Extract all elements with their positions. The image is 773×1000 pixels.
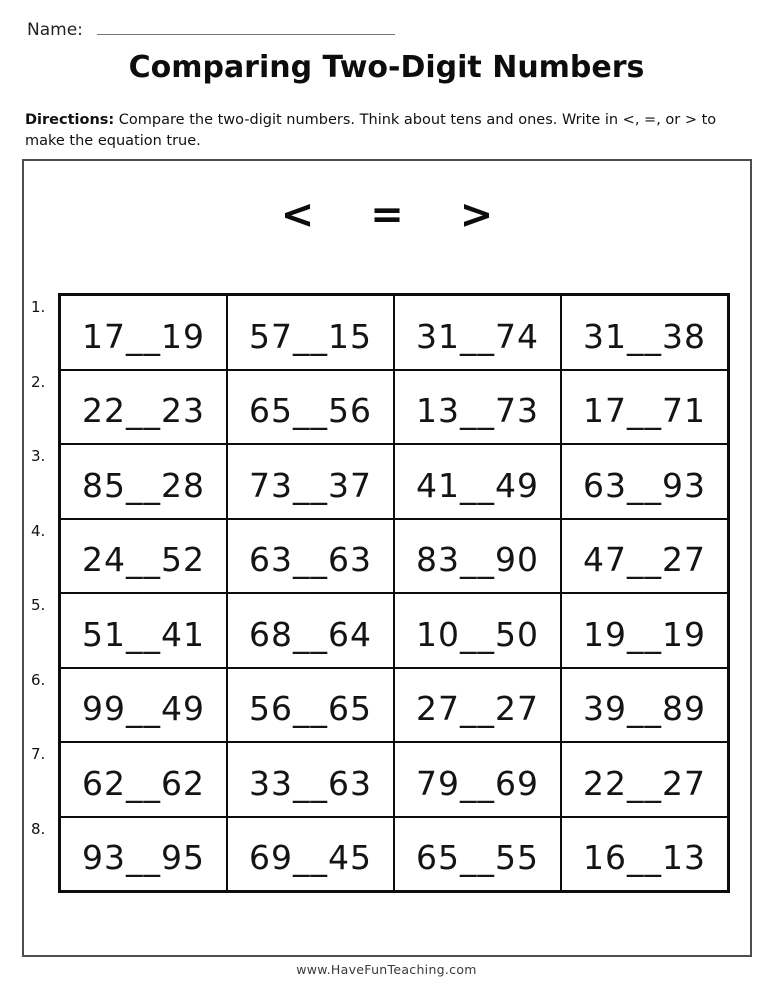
row-number: 7.: [31, 745, 46, 763]
directions-label: Directions:: [25, 112, 115, 128]
equals-symbol: =: [370, 192, 404, 238]
problem-cell[interactable]: 51__41: [61, 594, 228, 667]
problem-cell[interactable]: 56__65: [228, 669, 395, 742]
problem-cell[interactable]: 31__38: [583, 316, 706, 356]
directions: [25, 110, 725, 152]
problem-cell[interactable]: 69__45: [228, 818, 395, 891]
problem-row: [31, 669, 727, 744]
row-number: 2.: [31, 372, 46, 391]
problem-row: [31, 743, 727, 818]
problem-cell[interactable]: 17__71: [583, 391, 706, 431]
problem-cell[interactable]: 22__23: [61, 371, 228, 444]
row-number: 5.: [31, 596, 46, 614]
problem-cell[interactable]: 73__37: [228, 445, 395, 518]
problem-cell[interactable]: 31__74: [395, 296, 562, 369]
problem-cell[interactable]: 16__13: [583, 838, 706, 878]
problem-cell[interactable]: 62__62: [61, 743, 228, 816]
problem-cell[interactable]: 63__93: [583, 465, 706, 505]
problem-cell[interactable]: 85__28: [61, 445, 228, 518]
problem-cell[interactable]: 22__27: [583, 763, 706, 803]
problems-grid: [31, 293, 730, 893]
row-number: 1.: [31, 298, 46, 316]
name-fill-line[interactable]: [97, 20, 395, 35]
problem-cell[interactable]: 83__90: [395, 520, 562, 593]
problem-row: [31, 520, 727, 595]
problem-cell[interactable]: 57__15: [228, 296, 395, 369]
problem-cell[interactable]: 65__55: [395, 818, 562, 891]
problem-row: [31, 594, 727, 669]
problem-cell[interactable]: 33__63: [228, 743, 395, 816]
directions-text: Compare the two-digit numbers. Think about tens and ones. Write in <, =, or > to make the equation true.: [25, 112, 717, 150]
name-row: [27, 20, 395, 40]
problem-row: [31, 445, 727, 520]
problem-cell[interactable]: 63__63: [228, 520, 395, 593]
worksheet-box: [22, 159, 752, 957]
problem-cell[interactable]: 24__52: [61, 520, 228, 593]
problem-cell[interactable]: 68__64: [228, 594, 395, 667]
footer-url: www.HaveFunTeaching.com: [296, 962, 477, 977]
greater-than-symbol: >: [459, 192, 494, 238]
problem-row: [31, 296, 727, 371]
less-than-symbol: <: [280, 192, 315, 238]
problem-cell[interactable]: 79__69: [395, 743, 562, 816]
page-title: Comparing Two-Digit Numbers: [128, 50, 645, 85]
problem-cell[interactable]: 41__49: [395, 445, 562, 518]
problem-cell[interactable]: 65__56: [228, 371, 395, 444]
problem-cell[interactable]: 17__19: [61, 296, 228, 369]
row-number: 3.: [31, 447, 46, 465]
row-number: 8.: [31, 819, 46, 838]
problem-cell[interactable]: 19__19: [583, 614, 706, 654]
name-label: Name:: [27, 20, 83, 40]
problem-cell[interactable]: 93__95: [61, 818, 228, 891]
problem-cell[interactable]: 13__73: [395, 371, 562, 444]
problem-row: [31, 818, 727, 891]
problem-cell[interactable]: 99__49: [61, 669, 228, 742]
problem-cell[interactable]: 39__89: [583, 689, 706, 729]
symbol-key: [24, 192, 750, 238]
problem-row: [31, 371, 727, 446]
problem-cell[interactable]: 47__27: [583, 540, 706, 580]
problem-cell[interactable]: 10__50: [395, 594, 562, 667]
row-number: 6.: [31, 670, 46, 689]
problem-cell[interactable]: 27__27: [395, 669, 562, 742]
row-number: 4.: [31, 521, 46, 540]
